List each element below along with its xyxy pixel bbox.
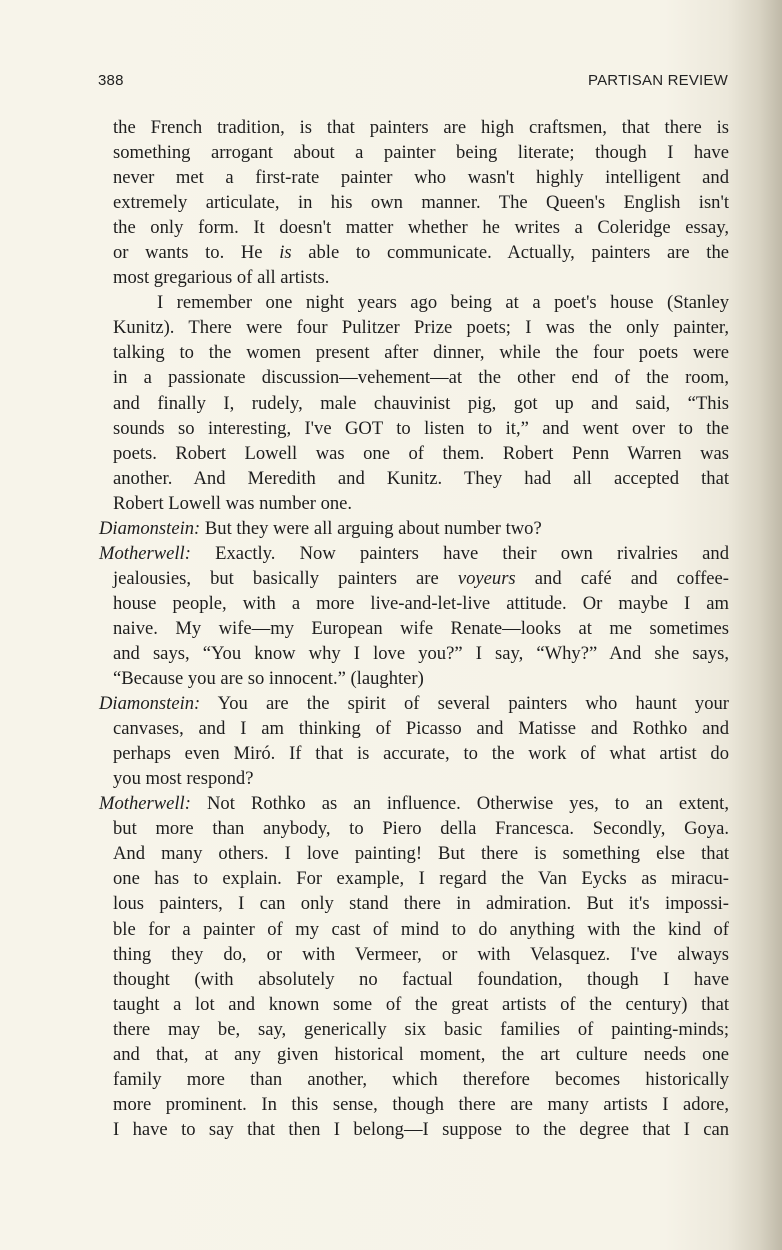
text-line: something arrogant about a painter being literate; though I have <box>113 142 729 164</box>
text-span: or wants to. He <box>113 242 280 264</box>
text-line: poets. Robert Lowell was one of them. Robert Penn Warren was <box>113 442 729 464</box>
text-line: talking to the women present after dinner, while the four poets were <box>113 342 729 364</box>
text-line: “Because you are so innocent.” (laughter) <box>113 668 424 690</box>
speaker-name: Motherwell: <box>99 793 191 815</box>
dialogue-line <box>99 541 729 566</box>
text-line: lous painters, I can only stand there in admiration. But it's impossi- <box>113 893 729 915</box>
text-line: And many others. I love painting! But there is something else that <box>113 843 729 865</box>
text-line: Kunitz). There were four Pulitzer Prize poets; I was the only painter, <box>113 317 729 339</box>
paragraph-first-line: I remember one night years ago being at a poet's house (Stanley <box>157 292 729 314</box>
text-line: one has to explain. For example, I regard the Van Eycks as miracu- <box>113 868 729 890</box>
emphasis-text: is <box>279 242 292 264</box>
text-span: and café and coffee- <box>515 567 729 589</box>
text-line <box>113 566 729 591</box>
text-line: but more than anybody, to Piero della Francesca. Secondly, Goya. <box>113 818 729 840</box>
text-line: Robert Lowell was number one. <box>113 492 353 514</box>
text-span: But they were all arguing about number two? <box>200 517 542 539</box>
text-span: You are the spirit of several painters who haunt your <box>200 693 729 715</box>
text-line: and finally I, rudely, male chauvinist pig, got up and said, “This <box>113 392 729 414</box>
text-line: and that, at any given historical moment, the art culture needs one <box>113 1043 729 1065</box>
text-line: and says, “You know why I love you?” I say, “Why?” And she says, <box>113 642 729 664</box>
emphasis-text: voyeurs <box>457 567 516 589</box>
running-title: PARTISAN REVIEW <box>588 72 728 89</box>
text-line: the French tradition, is that painters are high craftsmen, that there is <box>113 117 729 138</box>
text-line: thing they do, or with Vermeer, or with Velasquez. I've always <box>113 943 729 965</box>
text-line: never met a first-rate painter who wasn't highly intelligent and <box>113 167 729 189</box>
text-line: the only form. It doesn't matter whether he writes a Coleridge essay, <box>113 217 729 239</box>
text-line: there may be, say, generically six basic families of painting-minds; <box>113 1018 729 1040</box>
text-line: more prominent. In this sense, though there are many artists I adore, <box>113 1093 729 1115</box>
running-header <box>98 72 728 89</box>
dialogue-line <box>99 516 729 541</box>
text-line: sounds so interesting, I've GOT to listen to it,” and went over to the <box>113 417 729 439</box>
dialogue-line <box>99 691 729 716</box>
text-line: I have to say that then I belong—I suppose to the degree that I can <box>113 1118 729 1140</box>
text-line: another. And Meredith and Kunitz. They had all accepted that <box>113 467 729 489</box>
text-line: most gregarious of all artists. <box>113 267 330 289</box>
text-line: you most respond? <box>113 768 254 790</box>
text-line: house people, with a more live-and-let-live attitude. Or maybe I am <box>113 592 729 614</box>
speaker-name: Diamonstein: <box>99 517 201 539</box>
speaker-name: Motherwell: <box>99 542 191 564</box>
text-line: perhaps even Miró. If that is accurate, to the work of what artist do <box>113 743 729 765</box>
speaker-name: Diamonstein: <box>99 693 201 715</box>
text-span: Exactly. Now painters have their own rivalries and <box>190 542 729 564</box>
text-span: able to communicate. Actually, painters are the <box>291 242 729 264</box>
text-line: thought (with absolutely no factual foundation, though I have <box>113 968 729 990</box>
dialogue-line <box>99 791 729 816</box>
text-span: Not Rothko as an influence. Otherwise yes, to an extent, <box>190 793 729 815</box>
body-text <box>99 115 729 1142</box>
text-line: in a passionate discussion—vehement—at the other end of the room, <box>113 367 729 389</box>
page-number: 388 <box>98 72 124 89</box>
text-span: jealousies, but basically painters are <box>113 567 458 589</box>
text-line: taught a lot and known some of the great artists of the century) that <box>113 993 729 1015</box>
text-line: ble for a painter of my cast of mind to do anything with the kind of <box>113 918 729 940</box>
text-line: family more than another, which therefore becomes historically <box>113 1068 729 1090</box>
text-line: canvases, and I am thinking of Picasso and Matisse and Rothko and <box>113 718 729 740</box>
text-line: extremely articulate, in his own manner. The Queen's English isn't <box>113 192 729 214</box>
text-line: naive. My wife—my European wife Renate—looks at me sometimes <box>113 617 729 639</box>
text-line <box>113 240 729 265</box>
